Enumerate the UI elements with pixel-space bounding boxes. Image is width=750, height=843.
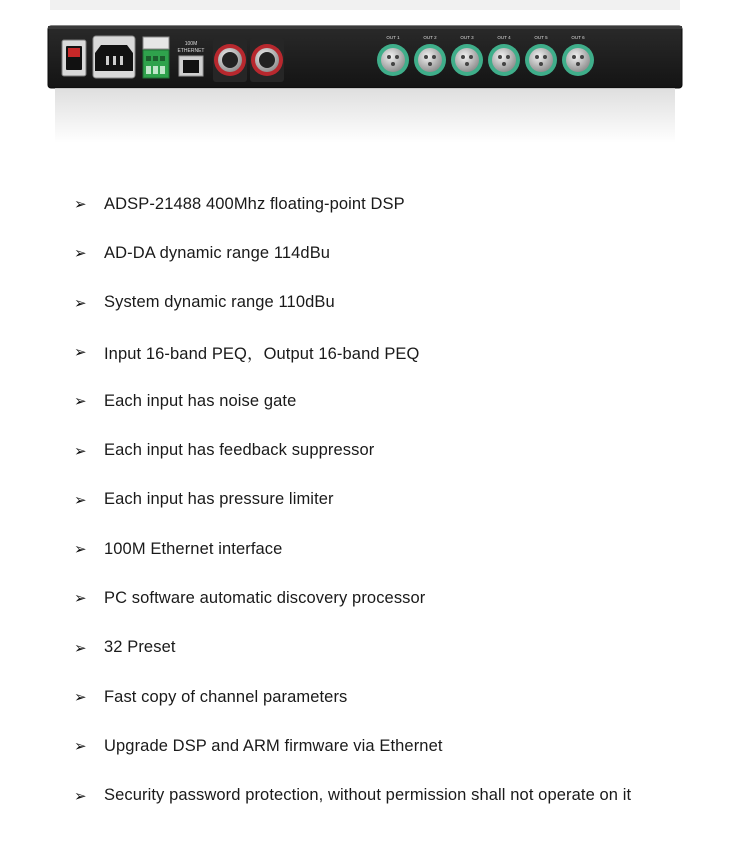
arrow-right-icon: ➢ — [74, 293, 87, 312]
arrow-right-icon: ➢ — [74, 392, 87, 411]
feature-item — [74, 241, 330, 265]
terminal-block-icon — [143, 37, 169, 78]
feature-item — [74, 734, 443, 758]
feature-item — [74, 636, 176, 660]
feature-text: Fast copy of channel parameters — [104, 687, 348, 706]
feature-text: ADSP-21488 400Mhz floating-point DSP — [104, 194, 405, 213]
feature-item — [74, 192, 405, 216]
feature-text: Upgrade DSP and ARM firmware via Ethernet — [104, 736, 443, 755]
arrow-right-icon: ➢ — [74, 441, 87, 460]
device-rear-panel-image — [0, 0, 750, 150]
arrow-right-icon: ➢ — [74, 688, 87, 706]
xlr-input-2-icon — [250, 38, 284, 82]
feature-item — [74, 389, 296, 413]
arrow-right-icon: ➢ — [74, 786, 87, 805]
feature-text: 100M Ethernet interface — [104, 539, 283, 558]
feature-item — [74, 291, 335, 315]
arrow-right-icon: ➢ — [74, 195, 87, 213]
ethernet-label-2: ETHERNET — [177, 48, 205, 54]
output-label: OUT 6 — [571, 35, 585, 40]
xlr-input-1-icon — [213, 38, 247, 82]
arrow-right-icon: ➢ — [74, 540, 87, 559]
arrow-right-icon: ➢ — [74, 589, 87, 608]
output-label: OUT 2 — [423, 35, 437, 40]
feature-text: Input 16-band PEQ，Output 16-band PEQ — [104, 344, 420, 363]
feature-item — [74, 537, 282, 561]
arrow-right-icon: ➢ — [74, 342, 87, 361]
feature-item — [74, 439, 374, 463]
output-label: OUT 4 — [497, 35, 511, 40]
arrow-right-icon: ➢ — [74, 737, 87, 756]
feature-text: Each input has feedback suppressor — [104, 441, 375, 459]
arrow-right-icon: ➢ — [74, 638, 87, 657]
power-switch-icon — [62, 40, 86, 76]
feature-item — [74, 784, 631, 808]
power-inlet-icon — [93, 36, 135, 78]
feature-text: Each input has pressure limiter — [104, 490, 334, 509]
feature-item — [74, 488, 334, 512]
feature-item — [74, 685, 347, 709]
feature-text: Security password protection, without permission shall not operate on it — [104, 786, 632, 805]
feature-text: 32 Preset — [104, 638, 176, 657]
output-label: OUT 1 — [386, 35, 400, 40]
output-label: OUT 3 — [460, 35, 474, 40]
feature-text: Each input has noise gate — [104, 391, 297, 410]
arrow-right-icon: ➢ — [74, 490, 87, 509]
ethernet-label-1: 100M — [184, 41, 198, 47]
feature-text: AD-DA dynamic range 114dBu — [104, 243, 331, 262]
feature-item — [74, 586, 425, 610]
arrow-right-icon: ➢ — [74, 244, 87, 263]
output-label: OUT 5 — [534, 35, 548, 40]
feature-text: System dynamic range 110dBu — [104, 293, 335, 312]
feature-item — [74, 340, 419, 364]
feature-text: PC software automatic discovery processor — [104, 588, 426, 607]
